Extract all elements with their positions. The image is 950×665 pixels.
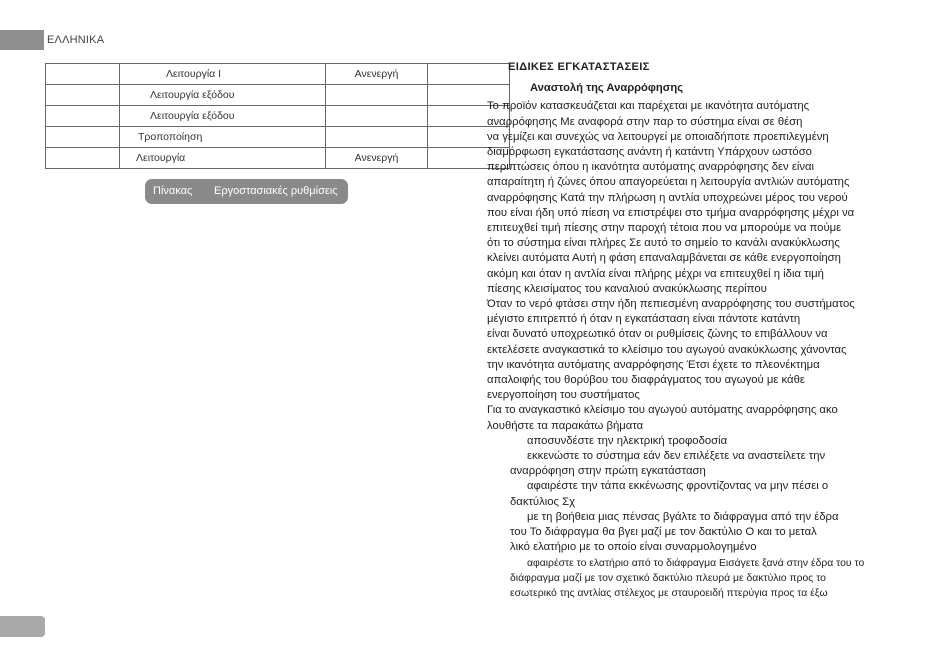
table-cell-name: Τροποποίηση [120, 127, 326, 148]
step-line: εσωτερικό της αντλίας στέλεχος με σταυροειδή πτερύγια προς τα έξω [510, 587, 828, 599]
table-cell-blank [46, 127, 120, 148]
section-title: ΕΙΔΙΚΕΣ ΕΓΚΑΤΑΣΤΑΣΕΙΣ [508, 61, 650, 73]
step-line: διάφραγμα μαζί με τον σχετικό δακτύλιο πλευρά με δακτύλιο προς το [510, 572, 826, 584]
table-cell-value [326, 106, 428, 127]
table-row [46, 64, 510, 85]
step-line: λικό ελατήριο με το οποίο είναι συναρμολογημένο [510, 541, 757, 554]
table-cell-value [326, 85, 428, 106]
table-cell-name: Λειτουργία I [120, 64, 326, 85]
body-line: ότι το σύστημα είναι πλήρες Σε αυτό το σημείο το κανάλι ανακύκλωσης [487, 237, 840, 250]
body-line: απαραίτητη ή ζώνες όπου απαγορεύεται η λειτουργία αντλιών αυτόματης [487, 176, 850, 189]
step-line: με τη βοήθεια μιας πένσας βγάλτε το διάφραγμα από την έδρα [527, 510, 839, 523]
caption-left: Πίνακας [153, 185, 193, 197]
section-body [487, 99, 912, 601]
table-row [46, 148, 510, 169]
table-row [46, 127, 510, 148]
body-line: διαμόρφωση εγκατάστασης ανάντη ή κατάντη Υπάρχουν ωστόσο [487, 146, 812, 159]
table-cell-value: Ανενεργή [326, 64, 428, 85]
table-cell-name: Λειτουργία [120, 148, 326, 169]
section-subtitle: Αναστολή της Αναρρόφησης [530, 82, 684, 95]
body-line: που είναι ήδη υπό πίεση να επιστρέψει στο τμήμα αναρρόφησης μέχρι να [487, 206, 855, 219]
body-line: περιπτώσεις όπου η ικανότητα αυτόματης αναρρόφησης δεν είναι [487, 161, 815, 174]
table-cell-blank [46, 85, 120, 106]
body-line: Το προϊόν κατασκευάζεται και παρέχεται με ικανότητα αυτόματης [487, 100, 810, 113]
body-line: ενεργοποίηση του συστήματος [487, 389, 640, 402]
body-line: ακόμη και όταν η αντλία είναι πλήρης μέχρι να επιτευχθεί η ίδια τιμή [487, 267, 824, 280]
step-line: αποσυνδέστε την ηλεκτρική τροφοδοσία [527, 434, 728, 447]
step-line: αναρρόφηση στην πρώτη εγκατάσταση [510, 465, 706, 478]
language-tab [0, 30, 44, 50]
table-row [46, 85, 510, 106]
body-line: την ικανότητα αυτόματης αναρρόφησης Έτσι έχετε το πλεονέκτημα [487, 358, 820, 371]
step-line: αφαιρέστε το ελατήριο από το διάφραγμα Εισάγετε ξανά στην έδρα του το [527, 557, 865, 569]
factory-settings-table [45, 63, 510, 169]
body-line: Όταν το νερό φτάσει στην ήδη πεπιεσμένη αναρρόφησης του συστήματος [487, 298, 855, 311]
step-line: αφαιρέστε την τάπα εκκένωσης φροντίζοντας να μην πέσει ο [527, 480, 829, 493]
body-line: να γεμίζει και συνεχώς να λειτουργεί με οποιαδήποτε προεπιλεγμένη [487, 130, 829, 143]
body-line: λουθήστε τα παρακάτω βήματα [487, 419, 644, 432]
body-line: αναρρόφησης Με αναφορά στην παρ το σύστημα είναι σε θέση [487, 115, 803, 128]
special-installations-section [487, 60, 912, 601]
language-label: ΕΛΛΗΝΙΚΑ [47, 34, 105, 46]
body-line: αναρρόφησης Κατά την πλήρωση η αντλία υποχρεώνει μέρος του νερού [487, 191, 848, 204]
table-cell-blank [46, 148, 120, 169]
body-line: εκτελέσετε αναγκαστικά το κλείσιμο του αγωγού ανακύκλωσης χάνοντας [487, 343, 847, 356]
table-cell-name: Λειτουργία εξόδου [120, 85, 326, 106]
body-line: μέγιστο επιτρεπτό ή όταν η εγκατάσταση είναι πάντοτε κατάντη [487, 313, 801, 326]
step-line: δακτύλιος Σχ [510, 495, 576, 508]
table-caption [145, 179, 348, 204]
table-cell-blank [46, 64, 120, 85]
table-cell-blank [46, 106, 120, 127]
table-cell-value [326, 127, 428, 148]
step-line: εκκενώστε το σύστημα εάν δεν επιλέξετε να αναστείλετε την [527, 450, 826, 463]
table-row [46, 106, 510, 127]
body-line: είναι δυνατό υποχρεωτικό όταν οι ρυθμίσεις ζώνης το επιβάλλουν να [487, 328, 828, 341]
body-line: Για το αναγκαστικό κλείσιμο του αγωγού αυτόματης αναρρόφησης ακο [487, 404, 838, 417]
page-tab [0, 616, 45, 637]
body-line: απαλοιφής του θορύβου του διαφράγματος του αγωγού με κάθε [487, 374, 805, 387]
step-line: του Το διάφραγμα θα βγει μαζί με τον δακτύλιο O και το μεταλ [510, 526, 817, 539]
caption-right: Εργοστασιακές ρυθμίσεις [214, 185, 338, 197]
body-line: κλείνει αυτόματα Αυτή η φάση επαναλαμβάνεται σε κάθε ενεργοποίηση [487, 252, 841, 265]
body-line: πίεσης κλεισίματος του καναλιού ανακύκλωσης περίπου [487, 282, 767, 295]
table-cell-value: Ανενεργή [326, 148, 428, 169]
table-cell-name: Λειτουργία εξόδου [120, 106, 326, 127]
body-line: επιτευχθεί τιμή πίεσης στην παροχή τέτοια που να μπορούμε να πούμε [487, 222, 842, 235]
